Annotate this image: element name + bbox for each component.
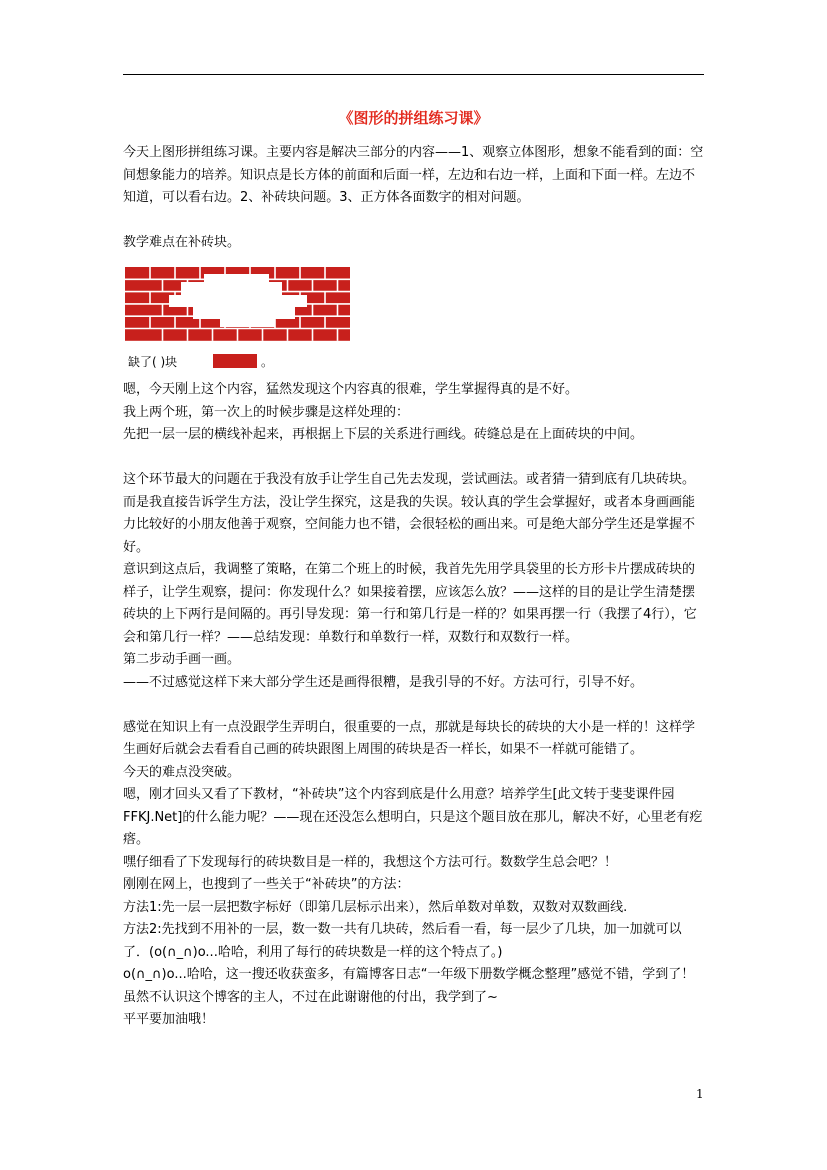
brick-wall-illustration [125, 267, 355, 373]
main-text-block [123, 379, 707, 1032]
caption-brick-swatch [213, 354, 257, 368]
body-paragraph: o(∩_∩)o...哈哈，这一搜还收获蛮多，有篇博客日志“一年级下册数学概念整理”感觉不错，学到了！虽然不认识这个博客的主人，不过在此谢谢他的付出，我学到了~ [123, 967, 695, 1005]
body-paragraph: 方法2:先找到不用补的一层，数一数一共有几块砖，然后看一看，每一层少了几块，加一加就可以了．(o(∩_∩)o...哈哈，利用了每行的砖块数是一样的这个特点了。) [123, 922, 682, 960]
body-paragraph: 今天的难点没突破。 [123, 764, 241, 780]
body-paragraph: 平平要加油哦！ [123, 1012, 215, 1027]
body-paragraph: 方法1:先一层一层把数字标好（即第几层标示出来），然后单数对单数，双数对双数画线. [123, 899, 628, 915]
body-paragraph: 先把一层一层的横线补起来，再根据上下层的关系进行画线。砖缝总是在上面砖块的中间。 [123, 427, 644, 442]
body-paragraph: 嗯，今天刚上这个内容，猛然发现这个内容真的很难，学生掌握得真的是不好。 [123, 382, 579, 397]
body-paragraph: 嘿仔细看了下发现每行的砖块数目是一样的，我想这个方法可行。数数学生总会吧？！ [123, 854, 618, 870]
body-paragraph: 刚刚在网上，也搜到了一些关于“补砖块”的方法： [123, 877, 410, 892]
body-paragraph: 第二步动手画一画。 [123, 652, 241, 667]
blank-line [123, 447, 707, 470]
header-rule [123, 74, 704, 75]
intro-paragraph: 今天上图形拼组练习课。主要内容是解决三部分的内容——1、观察立体图形，想象不能看到的面：空间想象能力的培养。知识点是长方体的前面和后面一样，左边和右边一样，上面和下面一样。左边不知道，可以看右边。2、补砖块问题。3、正方体各面数字的相对问题。 [123, 145, 704, 205]
blank-line [123, 694, 707, 717]
figure-caption: 缺了( )块 [128, 355, 178, 369]
body-paragraph: 意识到这点后，我调整了策略，在第二个班上的时候，我首先先用学具袋里的长方形卡片摆成砖块的样子，让学生观察，提问：你发现什么？如果接着摆，应该怎么放？——这样的目的是让学生清楚摆砖块的上下两行是间隔的。再引导发现：第一行和第几行是一样的？如果再摆一行（我摆了4行），它会和第几行一样？——总结发现：单数行和单数行一样，双数行和双数行一样。 [123, 562, 697, 645]
page-title: 《图形的拼组练习课》 [338, 109, 489, 127]
body-paragraph: 嗯，刚才回头又看了下教材，“补砖块”这个内容到底是什么用意？培养学生[此文转于斐斐课件园 FFKJ.Net]的什么能力呢？——现在还没怎么想明白，只是这个题目放在那儿，解决不好，心里老有疙瘩。 [123, 787, 703, 847]
body-paragraph: 我上两个班，第一次上的时候步骤是这样处理的： [123, 404, 410, 420]
figure-caption-suffix: 。 [261, 355, 274, 369]
page-number: 1 [696, 1087, 704, 1101]
body-paragraph: 感觉在知识上有一点没跟学生弄明白，很重要的一点，那就是每块长的砖块的大小是一样的！这样学生画好后就会去看看自己画的砖块跟图上周围的砖块是否一样长，如果不一样就可能错了。 [123, 719, 696, 757]
brick-wall-figure [125, 267, 355, 373]
body-paragraph: ——不过感觉这样下来大部分学生还是画得很糟，是我引导的不好。方法可行，引导不好。 [123, 674, 644, 690]
intro-text-block [123, 142, 707, 255]
body-paragraph: 这个环节最大的问题在于我没有放手让学生自己先去发现，尝试画法。或者猜一猜到底有几块砖块。而是我直接告诉学生方法，没让学生探究，这是我的失误。较认真的学生会掌握好，或者本身画画能力比较好的小朋友他善于观察，空间能力也不错，会很轻松的画出来。可是绝大部分学生还是掌握不好。 [123, 472, 696, 555]
difficulty-line: 教学难点在补砖块。 [123, 235, 241, 250]
